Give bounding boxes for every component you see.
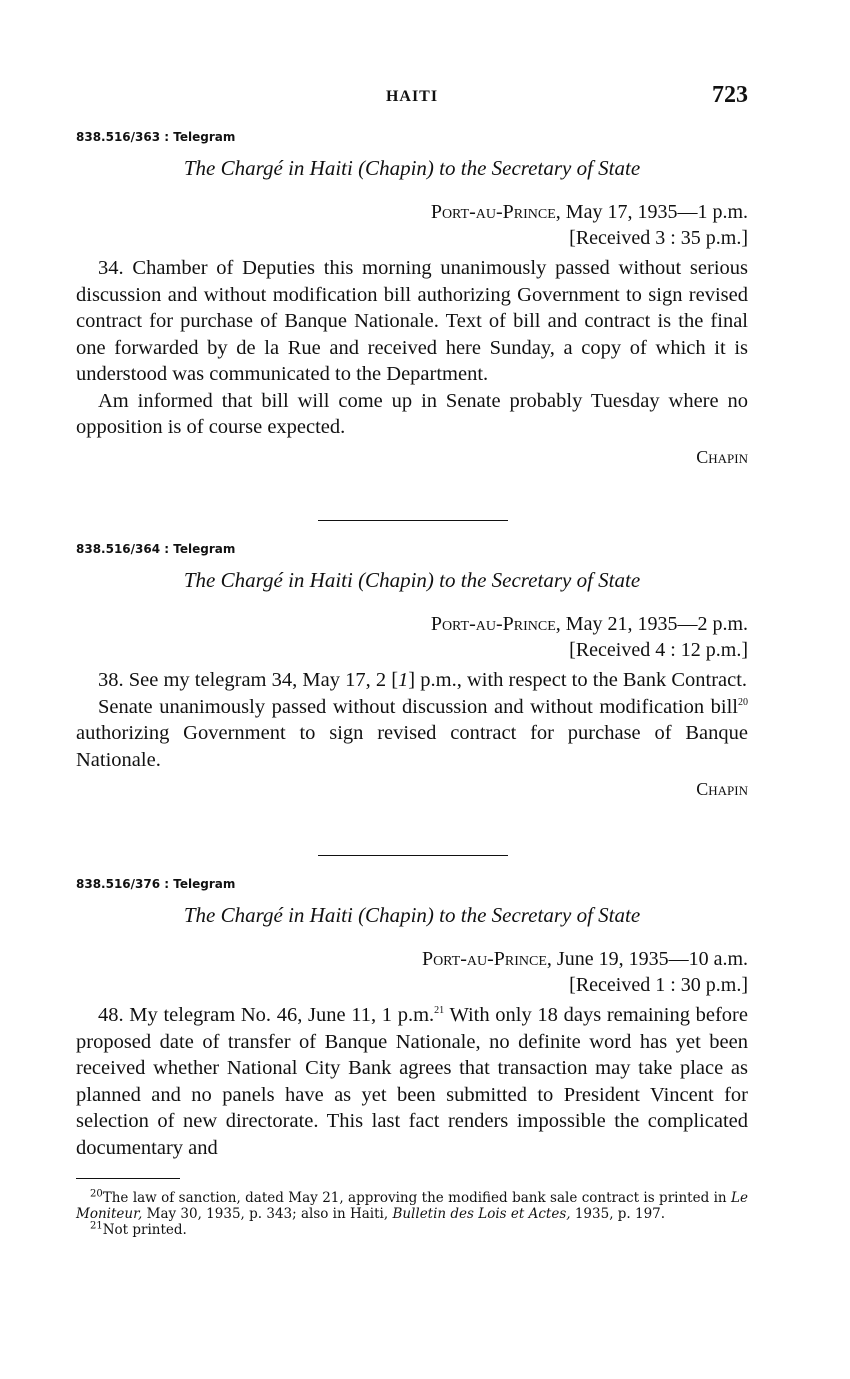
- footnote-mark: 20: [90, 1188, 103, 1200]
- section-divider: [318, 520, 508, 521]
- body-paragraph: [76, 694, 748, 774]
- dateline-date: May 21, 1935—2 p.m.: [565, 613, 748, 635]
- file-number: 838.516/363 : Telegram: [76, 130, 236, 144]
- body-paragraph: Am informed that bill will come up in Senate probably Tuesday where no opposition is of course expected.: [76, 389, 748, 438]
- body-paragraph: [76, 667, 748, 694]
- signature: Chapin: [696, 779, 748, 799]
- document-heading: The Chargé in Haiti (Chapin) to the Secretary of State: [183, 156, 641, 180]
- document-376: [76, 877, 748, 1161]
- text-run-italic: Le Moniteur,: [76, 1190, 748, 1222]
- file-number: 838.516/376 : Telegram: [76, 877, 236, 891]
- document-363: [76, 130, 748, 468]
- received-time: [Received 3 : 35 p.m.]: [569, 227, 748, 249]
- signature: Chapin: [696, 446, 748, 467]
- text-run: 48. My telegram No. 46, June 11, 1 p.m.: [98, 1004, 435, 1026]
- running-head: [76, 82, 748, 110]
- dateline-place: Port-au-Prince,: [430, 201, 561, 223]
- running-head-title: HAITI: [385, 88, 439, 105]
- dateline: [76, 611, 748, 637]
- text-run-italic: Bulletin des Lois et Actes,: [392, 1206, 571, 1222]
- text-run-italic: 1: [398, 669, 409, 691]
- page-number: 723: [712, 82, 748, 108]
- received-time: [Received 1 : 30 p.m.]: [569, 974, 748, 996]
- text-run: The law of sanction, dated May 21, approving the modified bank sale contract is printed in: [102, 1190, 732, 1206]
- document-heading: The Chargé in Haiti (Chapin) to the Secretary of State: [183, 568, 641, 592]
- footnotes: [76, 1190, 748, 1238]
- text-run: authorizing Government to sign revised contract for purchase of Banque Nationale.: [76, 722, 748, 771]
- footnote-20: [76, 1190, 748, 1222]
- footnote-ref-20[interactable]: 20: [738, 696, 748, 708]
- footnote-divider: [76, 1178, 180, 1179]
- document-364: [76, 542, 748, 800]
- document-heading: The Chargé in Haiti (Chapin) to the Secretary of State: [183, 903, 641, 927]
- body-paragraph: 34. Chamber of Deputies this morning unanimously passed without serious discussion and without modification bill authorizing Government to sign revised contract for purchase of Banque Nationale. Text of bill and contract is the final one forwarded by de la Rue and received here Sunday, a copy of which it is understood was communicated to the Department.: [76, 257, 748, 385]
- text-run: Senate unanimously passed without discussion and without modification bill: [98, 695, 738, 718]
- text-run: With only 18 days remaining before proposed date of transfer of Banque Nationale, no definite word has yet been received whether National City Bank agrees that transaction may take place as planned and no panels have as yet been submitted to President Vincent for selection of new directorate. This last fact renders impossible the complicated documentary and: [76, 1004, 748, 1159]
- body-paragraph: [76, 1002, 748, 1161]
- file-number: 838.516/364 : Telegram: [76, 542, 236, 556]
- text-run: ] p.m., with respect to the Bank Contract.: [408, 669, 748, 691]
- text-run: May 30, 1935, p. 343; also in Haiti,: [142, 1206, 393, 1222]
- dateline-place: Port-au-Prince,: [430, 613, 561, 635]
- dateline-place: Port-au-Prince,: [421, 948, 552, 970]
- dateline: [76, 946, 748, 972]
- dateline: [76, 199, 748, 225]
- footnote-21: [76, 1222, 748, 1238]
- footnote-ref-21[interactable]: 21: [434, 1005, 445, 1017]
- section-divider: [318, 855, 508, 856]
- text-run: 38. See my telegram 34, May 17, 2 [: [98, 669, 399, 691]
- text-run: 1935, p. 197.: [570, 1206, 666, 1222]
- received-time: [Received 4 : 12 p.m.]: [569, 639, 748, 661]
- dateline-date: May 17, 1935—1 p.m.: [565, 201, 748, 223]
- text-run: Not printed.: [102, 1222, 187, 1238]
- footnote-mark: 21: [90, 1220, 103, 1232]
- dateline-date: June 19, 1935—10 a.m.: [556, 948, 748, 970]
